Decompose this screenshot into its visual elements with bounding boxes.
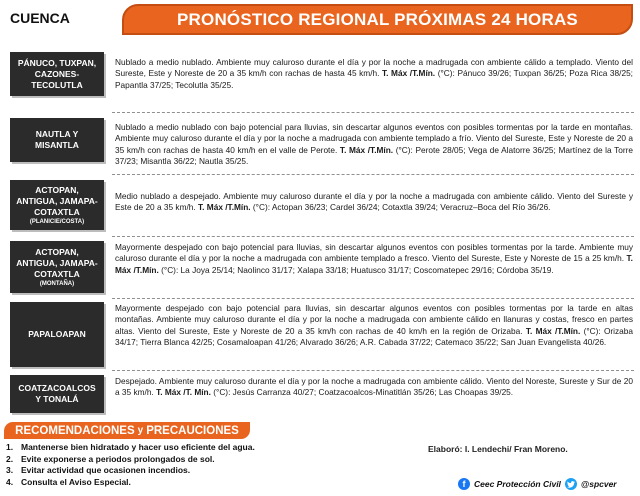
recommendation-item <box>6 477 255 489</box>
recommendation-text: Evite exponerse a periodos prolongados de sol. <box>21 453 215 464</box>
region-label-line: ANTIGUA, JAMAPA- <box>16 195 98 206</box>
region-label-line: NAUTLA Y <box>35 129 79 139</box>
recommendation-number: 3. <box>6 465 14 476</box>
region-forecast <box>115 242 633 276</box>
forecast-text: Mayormente despejado con bajo potencial para lluvias, sin descartar algunos eventos con posibles tormentas por la tarde en altas montañas. Ambiente muy caluroso durante el día y por la noche a madrugada con ambiente cálido en llanuras y costas, fresco en partes altas. Viento del Sureste, Este y Noreste de 20 a 35 km/h con rachas de 40 km/h en la región de Orizaba. <box>115 303 633 336</box>
twitter-icon[interactable] <box>565 478 577 490</box>
region-label-line: COATZACOALCOS <box>18 383 96 393</box>
recommendation-number: 2. <box>6 453 14 464</box>
row-separator <box>112 112 634 113</box>
forecast-text: Medio nublado a despejado. Ambiente muy caluroso durante el día y por la noche a madrugada con ambiente cálido. Viento del Sureste y Este de 20 a 35 km/h. <box>115 191 633 213</box>
row-separator <box>112 174 634 175</box>
temp-label: T. Máx /T.Mín. <box>339 144 394 155</box>
temp-label: T. Máx /T. Mín. <box>156 387 211 398</box>
recommendations-banner <box>4 422 250 439</box>
region-label-line: ACTOPAN, <box>35 184 79 195</box>
forecast-text: Despejado. Ambiente muy caluroso durante el día y por la noche a madrugada con ambiente cálido. Viento del Noreste, Sureste y Sur de 20 a 35 km/h. <box>115 376 633 398</box>
region-forecast <box>115 57 633 91</box>
twitter-handle[interactable]: @spcver <box>580 479 617 489</box>
region-label-line: ANTIGUA, JAMAPA- <box>16 257 98 268</box>
region-label <box>10 302 104 367</box>
forecast-text: Nublado a medio nublado. Ambiente muy caluroso durante el día y por la noche a madrugada con ambiente cálido a templado. Viento del Sureste, Este y Noreste de 20 a 35 km/h con rachas de hasta 45 km/h. <box>115 57 633 79</box>
region-label <box>10 180 104 230</box>
cuenca-heading: CUENCA <box>10 10 70 26</box>
temp-label: T. Máx /T.Mín. <box>115 253 633 275</box>
region-label <box>10 375 104 413</box>
region-label-line: MISANTLA <box>35 140 79 150</box>
social-footer <box>458 474 617 494</box>
recommendation-item <box>6 442 255 454</box>
region-forecast <box>115 191 633 214</box>
region-label-line: PÁNUCO, TUXPAN, <box>17 57 97 68</box>
region-forecast <box>115 303 633 349</box>
facebook-icon[interactable]: f <box>458 478 470 490</box>
temperature-values: (°C): Jesús Carranza 40/27; Coatzacoalcos-Minatitlán 35/26; Las Choapas 39/25. <box>213 387 514 398</box>
region-label-line: COTAXTLA <box>34 268 80 279</box>
temp-label: T. Máx /T.Mín. <box>525 325 581 336</box>
recommendation-number: 4. <box>6 476 14 487</box>
temperature-values: (°C): Actopan 36/23; Cardel 36/24; Cotaxtla 39/24; Veracruz–Boca del Río 36/26. <box>252 202 551 213</box>
row-separator <box>112 370 634 371</box>
temp-label: T. Máx /T.Mín. <box>198 202 251 213</box>
recommendation-text: Mantenerse bien hidratado y hacer uso eficiente del agua. <box>21 442 255 452</box>
facebook-handle[interactable]: Ceec Protección Civil <box>474 479 561 489</box>
temperature-values: (°C): Pánuco 39/26; Tuxpan 36/25; Poza Rica 38/25; Papantla 37/25; Tecolutla 35/25. <box>115 68 633 90</box>
recommendations-list <box>6 442 255 488</box>
recommendations-title: RECOMENDACIONES <box>15 424 135 437</box>
forecast-text: Nublado a medio nublado con bajo potencial para lluvias, sin descartar algunos eventos con posibles tormentas por la tarde en montañas. Ambiente muy caluroso durante el día y por la noche a madrugada con ambiente templado a frío. Viento del Sureste, Este y Noreste de 20 a 35 km/h con rachas de hasta 40 km/h en el valle de Perote. <box>115 122 633 155</box>
recommendation-text: Evitar actividad que ocasionen incendios. <box>21 465 191 476</box>
precautions-title: PRECAUCIONES <box>146 424 239 437</box>
region-label <box>10 241 104 293</box>
region-label-sub: (PLANICIE/COSTA) <box>29 218 85 225</box>
region-label-line: CAZONES- <box>34 68 80 79</box>
row-separator <box>112 298 634 299</box>
region-label-sub: (MONTAÑA) <box>39 280 75 287</box>
recommendations-conjunction: y <box>137 425 144 436</box>
row-separator <box>112 236 634 237</box>
region-label <box>10 118 104 162</box>
region-label-line: TECOLUTLA <box>31 79 83 90</box>
forecast-banner: PRONÓSTICO REGIONAL PRÓXIMAS 24 HORAS <box>122 4 633 35</box>
region-label-line: COTAXTLA <box>34 206 80 217</box>
region-label-line: Y TONALÁ <box>35 394 79 404</box>
recommendation-item <box>6 454 255 466</box>
recommendation-text: Consulta el Aviso Especial. <box>21 476 131 487</box>
temperature-values: (°C): Perote 28/05; Vega de Alatorre 36/25; Martínez de la Torre 37/23; Misantla 36/22; Nautla 35/25. <box>115 144 634 167</box>
forecast-text: Mayormente despejado con bajo potencial para lluvias, sin descartar algunos eventos con posibles tormentas por la tarde. Ambiente muy caluroso durante el día y por la noche a madrugada con ambiente templado a fresco. Viento del Sureste, Este y Noreste de 15 a 25 km/h. <box>115 242 633 264</box>
region-forecast <box>115 122 633 168</box>
author-credit: Elaboró: I. Lendechi/ Fran Moreno. <box>428 444 568 454</box>
temperature-values: (°C): Orizaba 34/17; Tierra Blanca 42/25; Cosamaloapan 41/26; Alvarado 36/26; A.R. Cabada 37/22; Catemaco 35/22; San Juan Evangelista 40/26. <box>115 325 634 348</box>
region-forecast <box>115 376 633 399</box>
recommendation-item <box>6 465 255 477</box>
region-label <box>10 52 104 96</box>
region-label-line: ACTOPAN, <box>35 246 79 257</box>
temperature-values: (°C): La Joya 25/14; Naolinco 31/17; Xalapa 33/18; Huatusco 31/17; Coscomatepec 29/16; Córdoba 35/19. <box>161 264 554 275</box>
region-label-line: PAPALOAPAN <box>28 329 86 339</box>
temp-label: T. Máx /T.Mín. <box>382 68 436 79</box>
recommendation-number: 1. <box>6 442 14 452</box>
